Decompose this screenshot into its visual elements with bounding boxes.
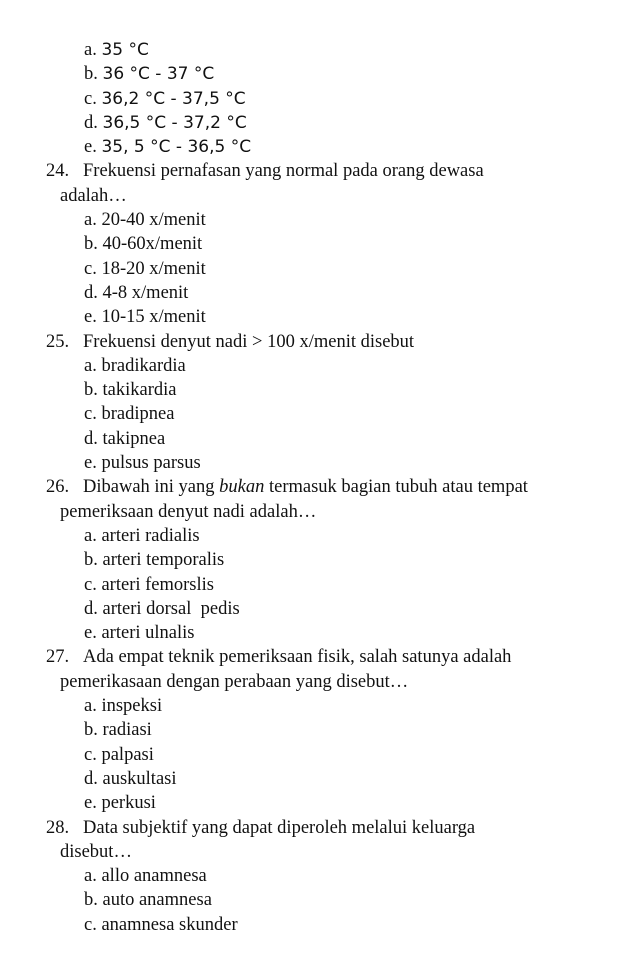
option-letter: c. [84,914,97,935]
question-text: Frekuensi pernafasan yang normal pada orang dewasa [83,161,484,182]
option-25-e [0,451,638,475]
question-24 [0,159,638,183]
option-27-b [0,718,638,742]
option-23-a [0,38,638,62]
option-text: pulsus parsus [101,453,201,474]
option-28-c [0,913,638,937]
question-26 [0,475,638,499]
question-24-cont [0,184,638,208]
option-letter: e. [84,307,97,328]
question-number: 24. [46,161,70,182]
option-text: 40-60x/menit [102,234,203,255]
question-text: Data subjektif yang dapat diperoleh melalui keluarga [83,817,476,838]
option-26-c [0,573,638,597]
question-25 [0,330,638,354]
option-23-c [0,87,638,111]
option-letter: a. [84,525,97,546]
option-letter: d. [84,768,98,789]
question-27-cont [0,670,638,694]
option-letter: e. [84,793,97,814]
question-text: Ada empat teknik pemeriksaan fisik, salah satunya adalah [83,647,512,668]
option-25-a [0,354,638,378]
question-number: 28. [46,817,70,838]
option-letter: b. [84,234,98,255]
option-27-d [0,767,638,791]
option-letter: d. [84,282,98,303]
option-letter: e. [84,453,97,474]
option-24-d [0,281,638,305]
question-27 [0,645,638,669]
option-letter: c. [84,404,97,425]
option-text: arteri dorsal pedis [102,598,240,619]
option-text: anamnesa skunder [101,914,238,935]
option-letter: a. [84,866,97,887]
question-number: 26. [46,477,70,498]
question-number: 25. [46,331,70,352]
option-text: 20-40 x/menit [101,210,206,231]
option-28-b [0,888,638,912]
option-letter: a. [84,355,97,376]
question-text-cont: disebut… [60,841,132,862]
option-text: bradikardia [101,355,186,376]
option-text: arteri ulnalis [101,623,195,644]
option-26-a [0,524,638,548]
question-text-cont: pemeriksaan denyut nadi adalah… [60,501,317,522]
question-28 [0,816,638,840]
option-text: 36,2 °C - 37,5 °C [101,88,246,109]
option-letter: c. [84,88,97,109]
option-letter: a. [84,40,97,60]
option-text: 36 °C - 37 °C [102,64,215,85]
option-27-a [0,694,638,718]
option-24-b [0,232,638,256]
question-text: Dibawah ini yang [83,477,220,498]
document-page [0,38,638,937]
option-letter: a. [84,210,97,231]
question-text-italic: bukan [219,477,265,498]
option-text: 4-8 x/menit [102,282,189,303]
option-25-b [0,378,638,402]
option-24-a [0,208,638,232]
option-26-d [0,597,638,621]
option-text: perkusi [101,793,156,814]
option-letter: c. [84,574,97,595]
option-letter: b. [84,890,98,911]
option-23-b [0,62,638,86]
option-24-c [0,257,638,281]
question-26-cont [0,500,638,524]
option-25-c [0,402,638,426]
option-letter: b. [84,64,98,85]
option-text: 35 °C [101,40,149,60]
option-text: allo anamnesa [101,866,207,887]
option-24-e [0,305,638,329]
option-27-c [0,743,638,767]
question-text-cont: adalah… [60,185,127,206]
option-letter: b. [84,380,98,401]
option-text: arteri temporalis [102,550,225,571]
option-letter: d. [84,428,98,449]
option-text: auto anamnesa [102,890,212,911]
question-28-cont [0,840,638,864]
option-23-e [0,135,638,159]
option-text: bradipnea [101,404,175,425]
option-text: 10-15 x/menit [101,307,206,328]
option-letter: a. [84,696,97,717]
option-letter: e. [84,623,97,644]
option-25-d [0,427,638,451]
option-text: radiasi [102,720,152,741]
option-text: 36,5 °C - 37,2 °C [102,112,247,133]
option-23-d [0,111,638,135]
question-number: 27. [46,647,70,668]
option-27-e [0,791,638,815]
option-letter: c. [84,744,97,765]
option-text: takipnea [102,428,166,449]
option-text: arteri radialis [101,525,200,546]
option-letter: c. [84,258,97,279]
option-text: 18-20 x/menit [101,258,206,279]
option-text: 35, 5 °C - 36,5 °C [101,137,252,158]
option-26-e [0,621,638,645]
question-text: Frekuensi denyut nadi > 100 x/menit disebut [83,331,415,352]
option-text: arteri femorslis [101,574,214,595]
question-text-after: termasuk bagian tubuh atau tempat [264,477,528,498]
option-28-a [0,864,638,888]
option-letter: d. [84,598,98,619]
option-text: inspeksi [101,696,163,717]
option-letter: d. [84,112,98,133]
option-text: auskultasi [102,768,177,789]
option-26-b [0,548,638,572]
option-text: palpasi [101,744,154,765]
option-letter: b. [84,720,98,741]
option-text: takikardia [102,380,177,401]
question-text-cont: pemerikasaan dengan perabaan yang disebut… [60,671,409,692]
option-letter: e. [84,137,97,158]
option-letter: b. [84,550,98,571]
